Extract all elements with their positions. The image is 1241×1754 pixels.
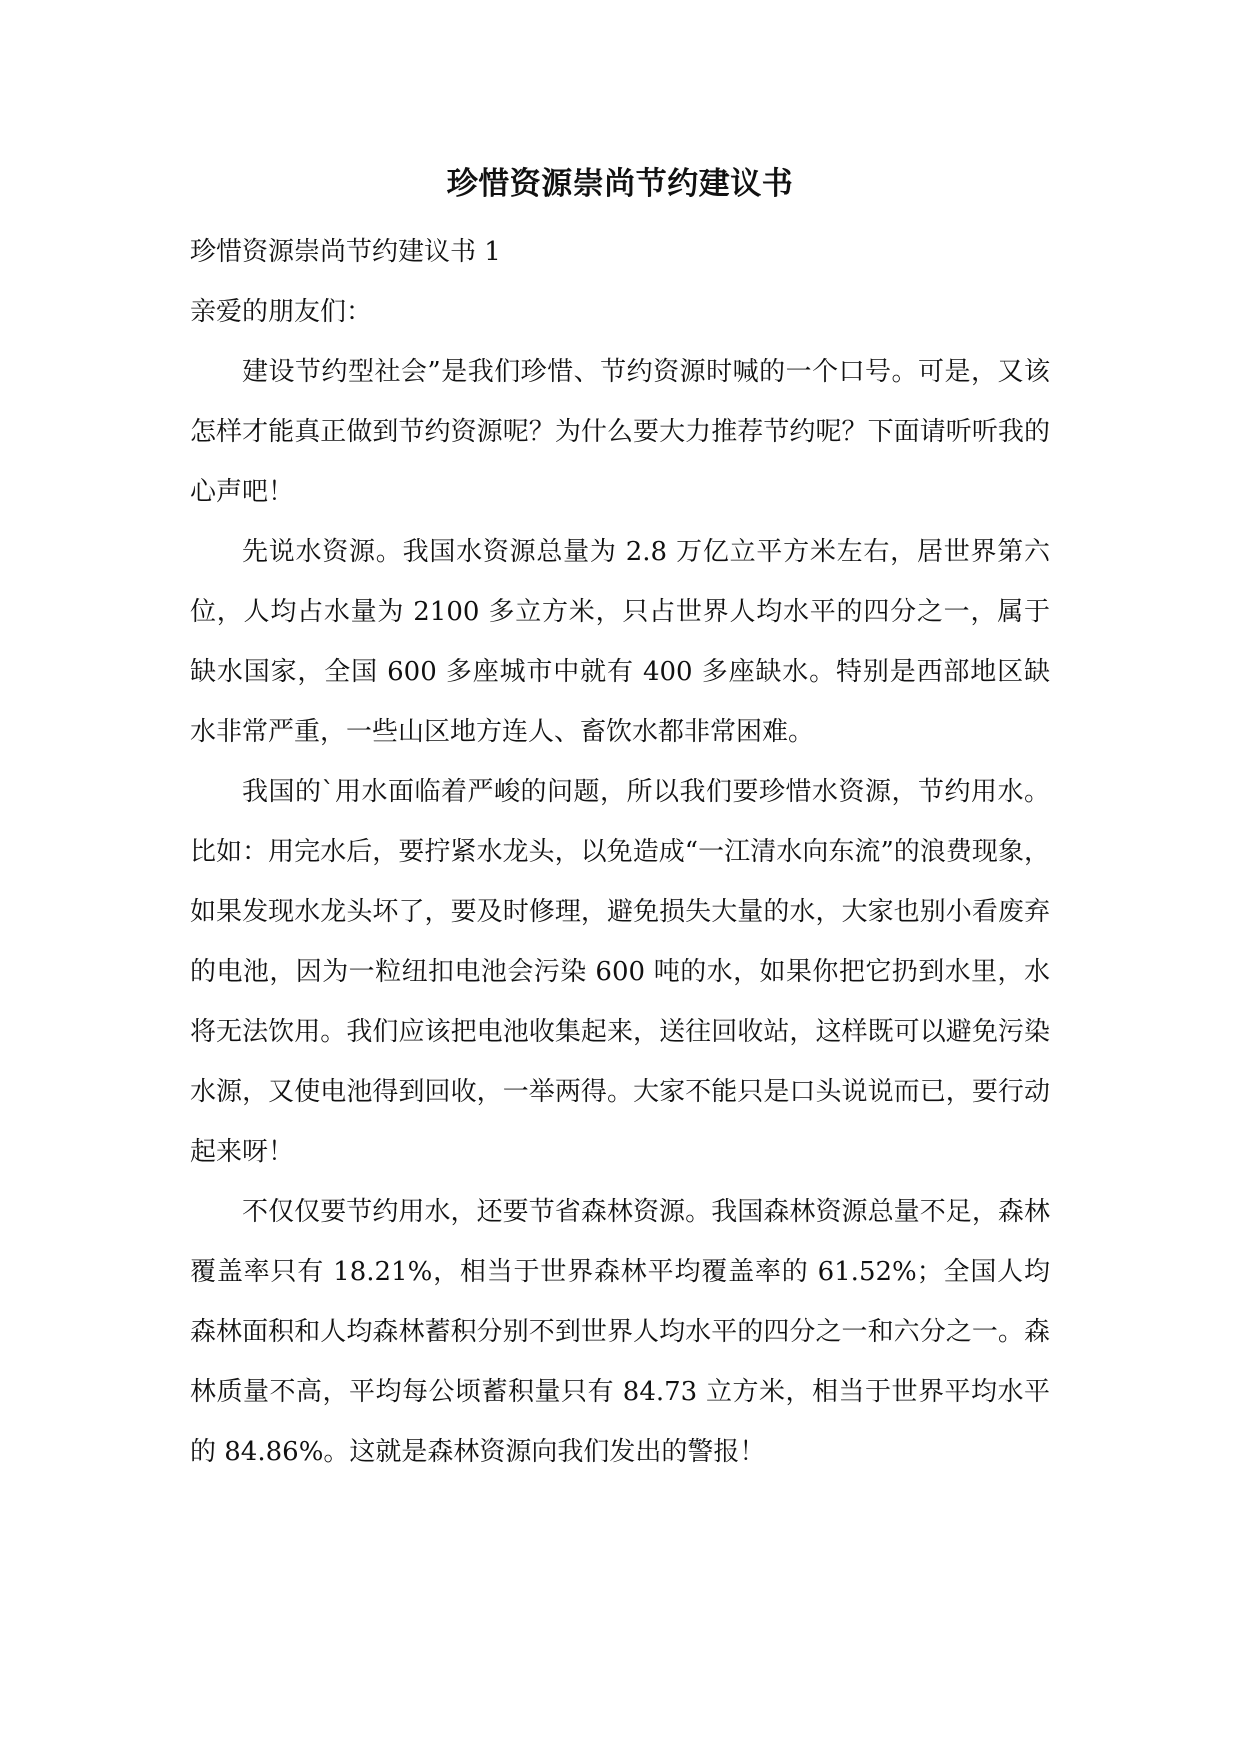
salutation: 亲爱的朋友们： xyxy=(190,297,373,327)
paragraph-forest-resources: 不仅仅要节约用水，还要节省森林资源。我国森林资源总量不足，森林覆盖率只有 18.21%，相当于世界森林平均覆盖率的 61.52%；全国人均森林面积和人均森林蓄积分别不到世界人均水平的四分之一和六分之一。森林质量不高，平均每公顷蓄积量只有 84.73 立方米，相当于世界平均水平的 84.86%。这就是森林资源向我们发出的警报！ xyxy=(190,1197,1050,1467)
paragraph-intro: 建设节约型社会”是我们珍惜、节约资源时喊的一个口号。可是，又该怎样才能真正做到节约资源呢？为什么要大力推荐节约呢？下面请听听我的心声吧！ xyxy=(190,357,1050,507)
paragraph-water-resources: 先说水资源。我国水资源总量为 2.8 万亿立平方米左右，居世界第六位，人均占水量为 2100 多立方米，只占世界人均水平的四分之一，属于缺水国家，全国 600 多座城市中就有 400 多座缺水。特别是西部地区缺水非常严重，一些山区地方连人、畜饮水都非常困难。 xyxy=(190,537,1050,747)
paragraph-water-saving: 我国的`用水面临着严峻的问题，所以我们要珍惜水资源，节约用水。比如：用完水后，要拧紧水龙头，以免造成“一江清水向东流”的浪费现象，如果发现水龙头坏了，要及时修理，避免损失大量的水，大家也别小看废弃的电池，因为一粒纽扣电池会污染 600 吨的水，如果你把它扔到水里，水将无法饮用。我们应该把电池收集起来，送往回收站，这样既可以避免污染水源，又使电池得到回收，一举两得。大家不能只是口头说说而已，要行动起来呀！ xyxy=(190,777,1050,1167)
document-body xyxy=(190,160,1050,1482)
document-title: 珍惜资源崇尚节约建议书 xyxy=(446,166,794,202)
document-subtitle: 珍惜资源崇尚节约建议书 1 xyxy=(190,237,501,267)
